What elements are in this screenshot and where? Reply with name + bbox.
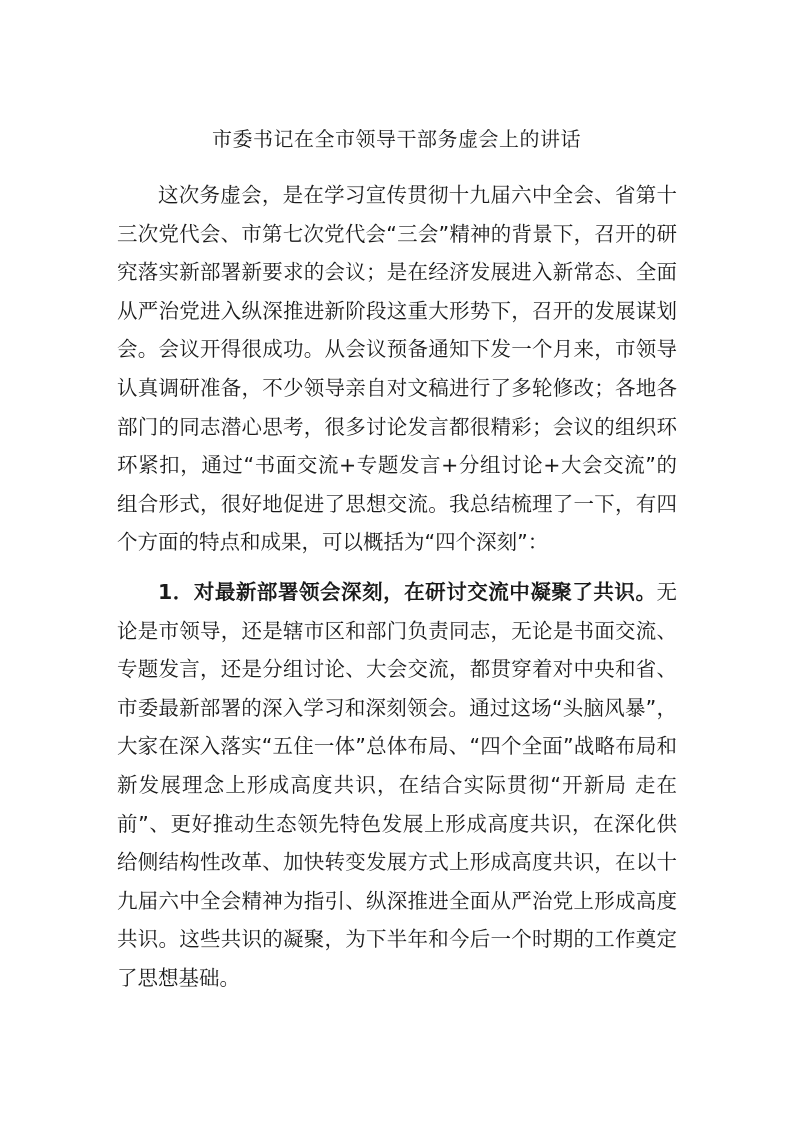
section-1-heading: 1．对最新部署领会深刻，在研讨交流中凝聚了共识。 xyxy=(158,579,657,604)
intro-paragraph: 这次务虚会，是在学习宣传贯彻十九届六中全会、省第十三次党代会、市第七次党代会“三会”精神的背景下，召开的研究落实新部署新要求的会议；是在经济发展进入新常态、全面从严治党进入纵深推进新阶段这重大形势下，召开的发展谋划会。会议开得很成功。从会议预备通知下发一个月来，市领导认真调研准备，不少领导亲自对文稿进行了多轮修改；各地各部门的同志潜心思考，很多讨论发言都很精彩；会议的组织环环紧扣，通过“书面交流+专题发言+分组讨论+大会交流”的组合形式，很好地促进了思想交流。我总结梳理了一下，有四个方面的特点和成果，可以概括为“四个深刻”： xyxy=(117,183,677,555)
section-1-text: 无论是市领导，还是辖市区和部门负责同志，无论是书面交流、专题发言，还是分组讨论、大会交流，都贯穿着对中央和省、市委最新部署的深入学习和深刻领会。通过这场“头脑风暴”，大家在深入落实“五住一体”总体布局、“四个全面”战略布局和新发展理念上形成高度共识，在结合实际贯彻“开新局 走在前”、更好推动生态领先特色发展上形成高度共识，在深化供给侧结构性改革、加快转变发展方式上形成高度共识，在以十九届六中全会精神为指引、纵深推进全面从严治党上形成高度共识。这些共识的凝聚，为下半年和今后一个时期的工作奠定了思想基础。 xyxy=(117,579,677,990)
section-1-paragraph xyxy=(117,573,677,998)
document-body xyxy=(117,176,677,997)
document-title: 市委书记在全市领导干部务虚会上的讲话 xyxy=(212,127,581,151)
